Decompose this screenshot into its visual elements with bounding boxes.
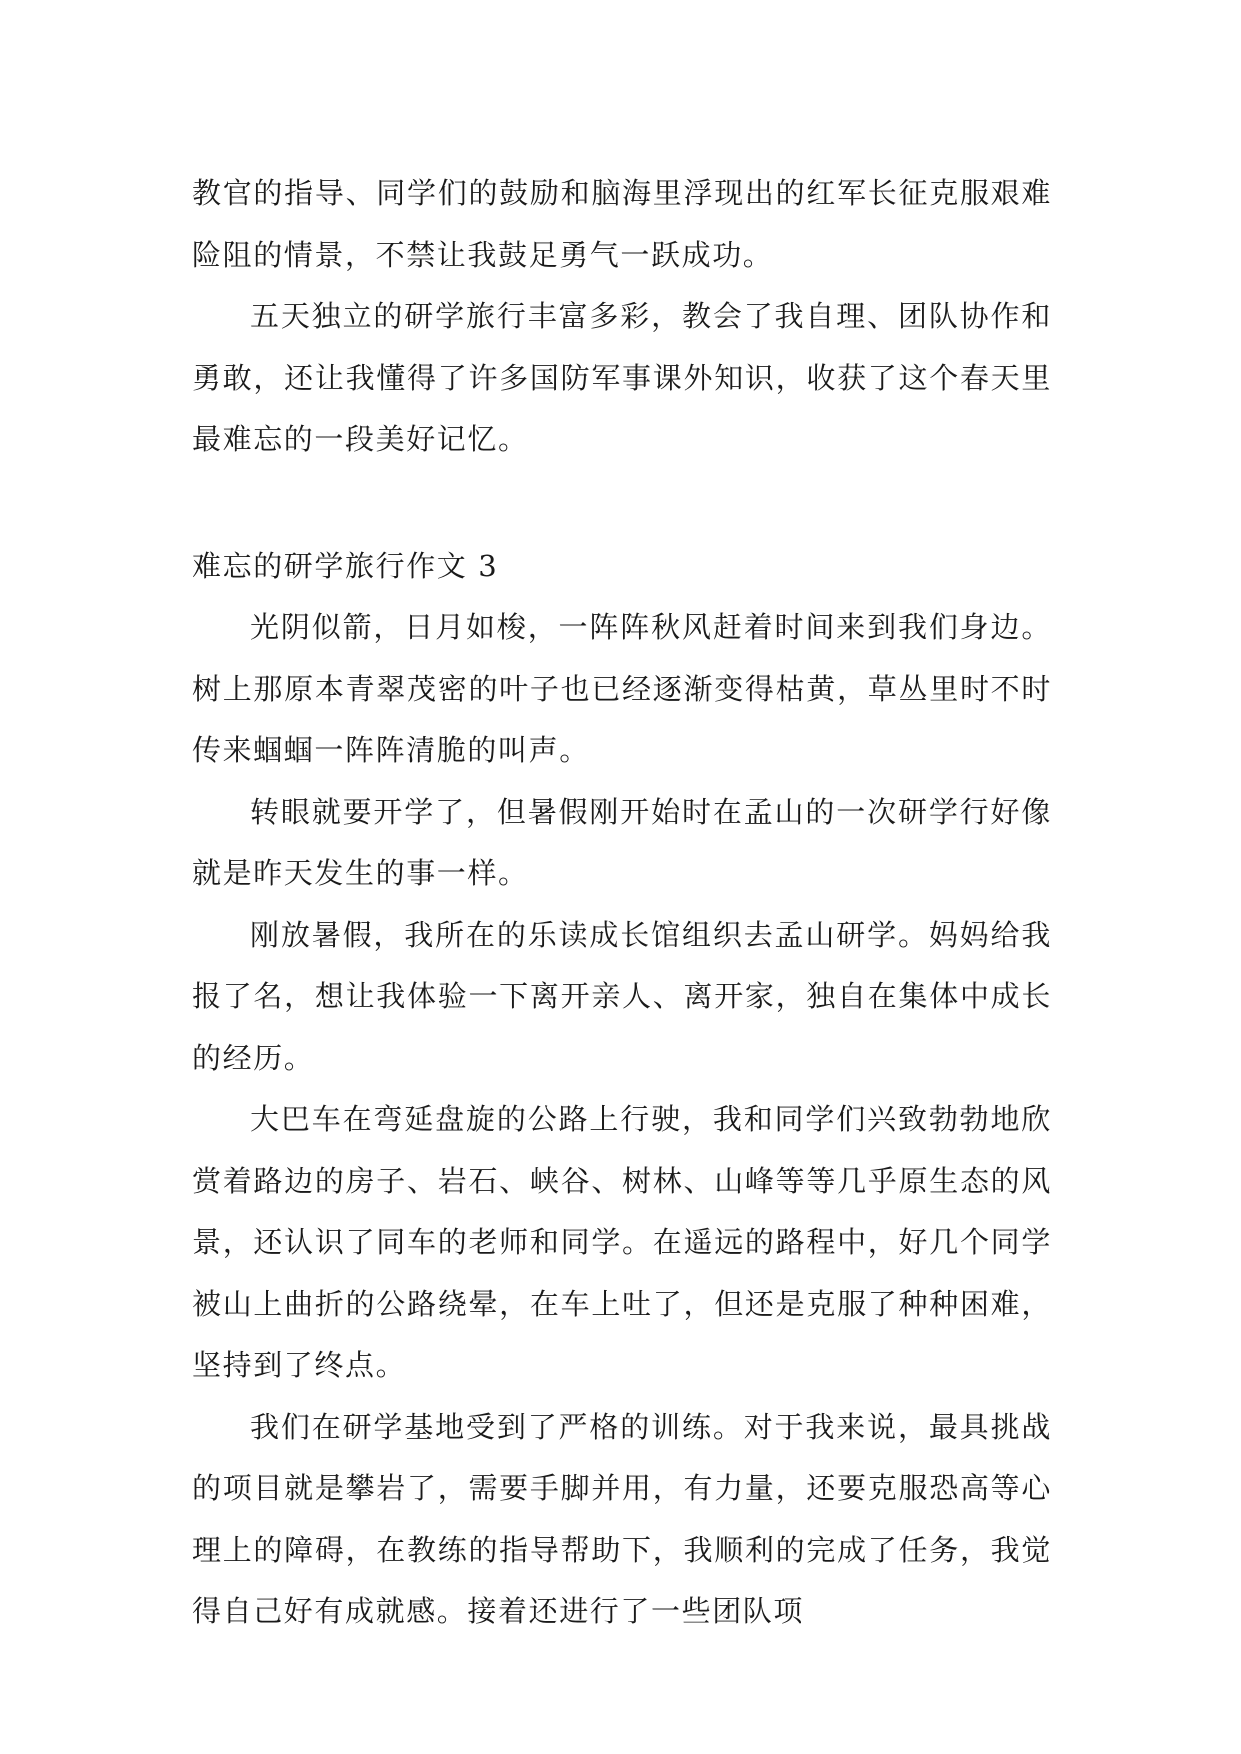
paragraph: 大巴车在弯延盘旋的公路上行驶，我和同学们兴致勃勃地欣赏着路边的房子、岩石、峡谷、树林、山峰等等几乎原生态的风景，还认识了同车的老师和同学。在遥远的路程中，好几个同学被山上曲折的公路绕晕，在车上吐了，但还是克服了种种困难，坚持到了终点。: [192, 1102, 1052, 1382]
paragraph: 转眼就要开学了，但暑假刚开始时在孟山的一次研学行好像就是昨天发生的事一样。: [192, 794, 1052, 890]
paragraph: 刚放暑假，我所在的乐读成长馆组织去孟山研学。妈妈给我报了名，想让我体验一下离开亲人、离开家，独自在集体中成长的经历。: [192, 917, 1052, 1075]
paragraph: 光阴似箭，日月如梭，一阵阵秋风赶着时间来到我们身边。树上那原本青翠茂密的叶子也已经逐渐变得枯黄，草丛里时不时传来蝈蝈一阵阵清脆的叫声。: [192, 610, 1052, 767]
section-heading: 难忘的研学旅行作文 3: [192, 548, 499, 583]
document-body: [192, 163, 1052, 1643]
paragraph-continuation: 教官的指导、同学们的鼓励和脑海里浮现出的红军长征克服艰难险阻的情景，不禁让我鼓足勇气一跃成功。: [192, 176, 1052, 272]
paragraph: 我们在研学基地受到了严格的训练。对于我来说，最具挑战的项目就是攀岩了，需要手脚并用，有力量，还要克服恐高等心理上的障碍，在教练的指导帮助下，我顺利的完成了任务，我觉得自己好有成就感。接着还进行了一些团队项: [192, 1409, 1052, 1628]
paragraph-summary: 五天独立的研学旅行丰富多彩，教会了我自理、团队协作和勇敢，还让我懂得了许多国防军事课外知识，收获了这个春天里最难忘的一段美好记忆。: [192, 299, 1052, 456]
